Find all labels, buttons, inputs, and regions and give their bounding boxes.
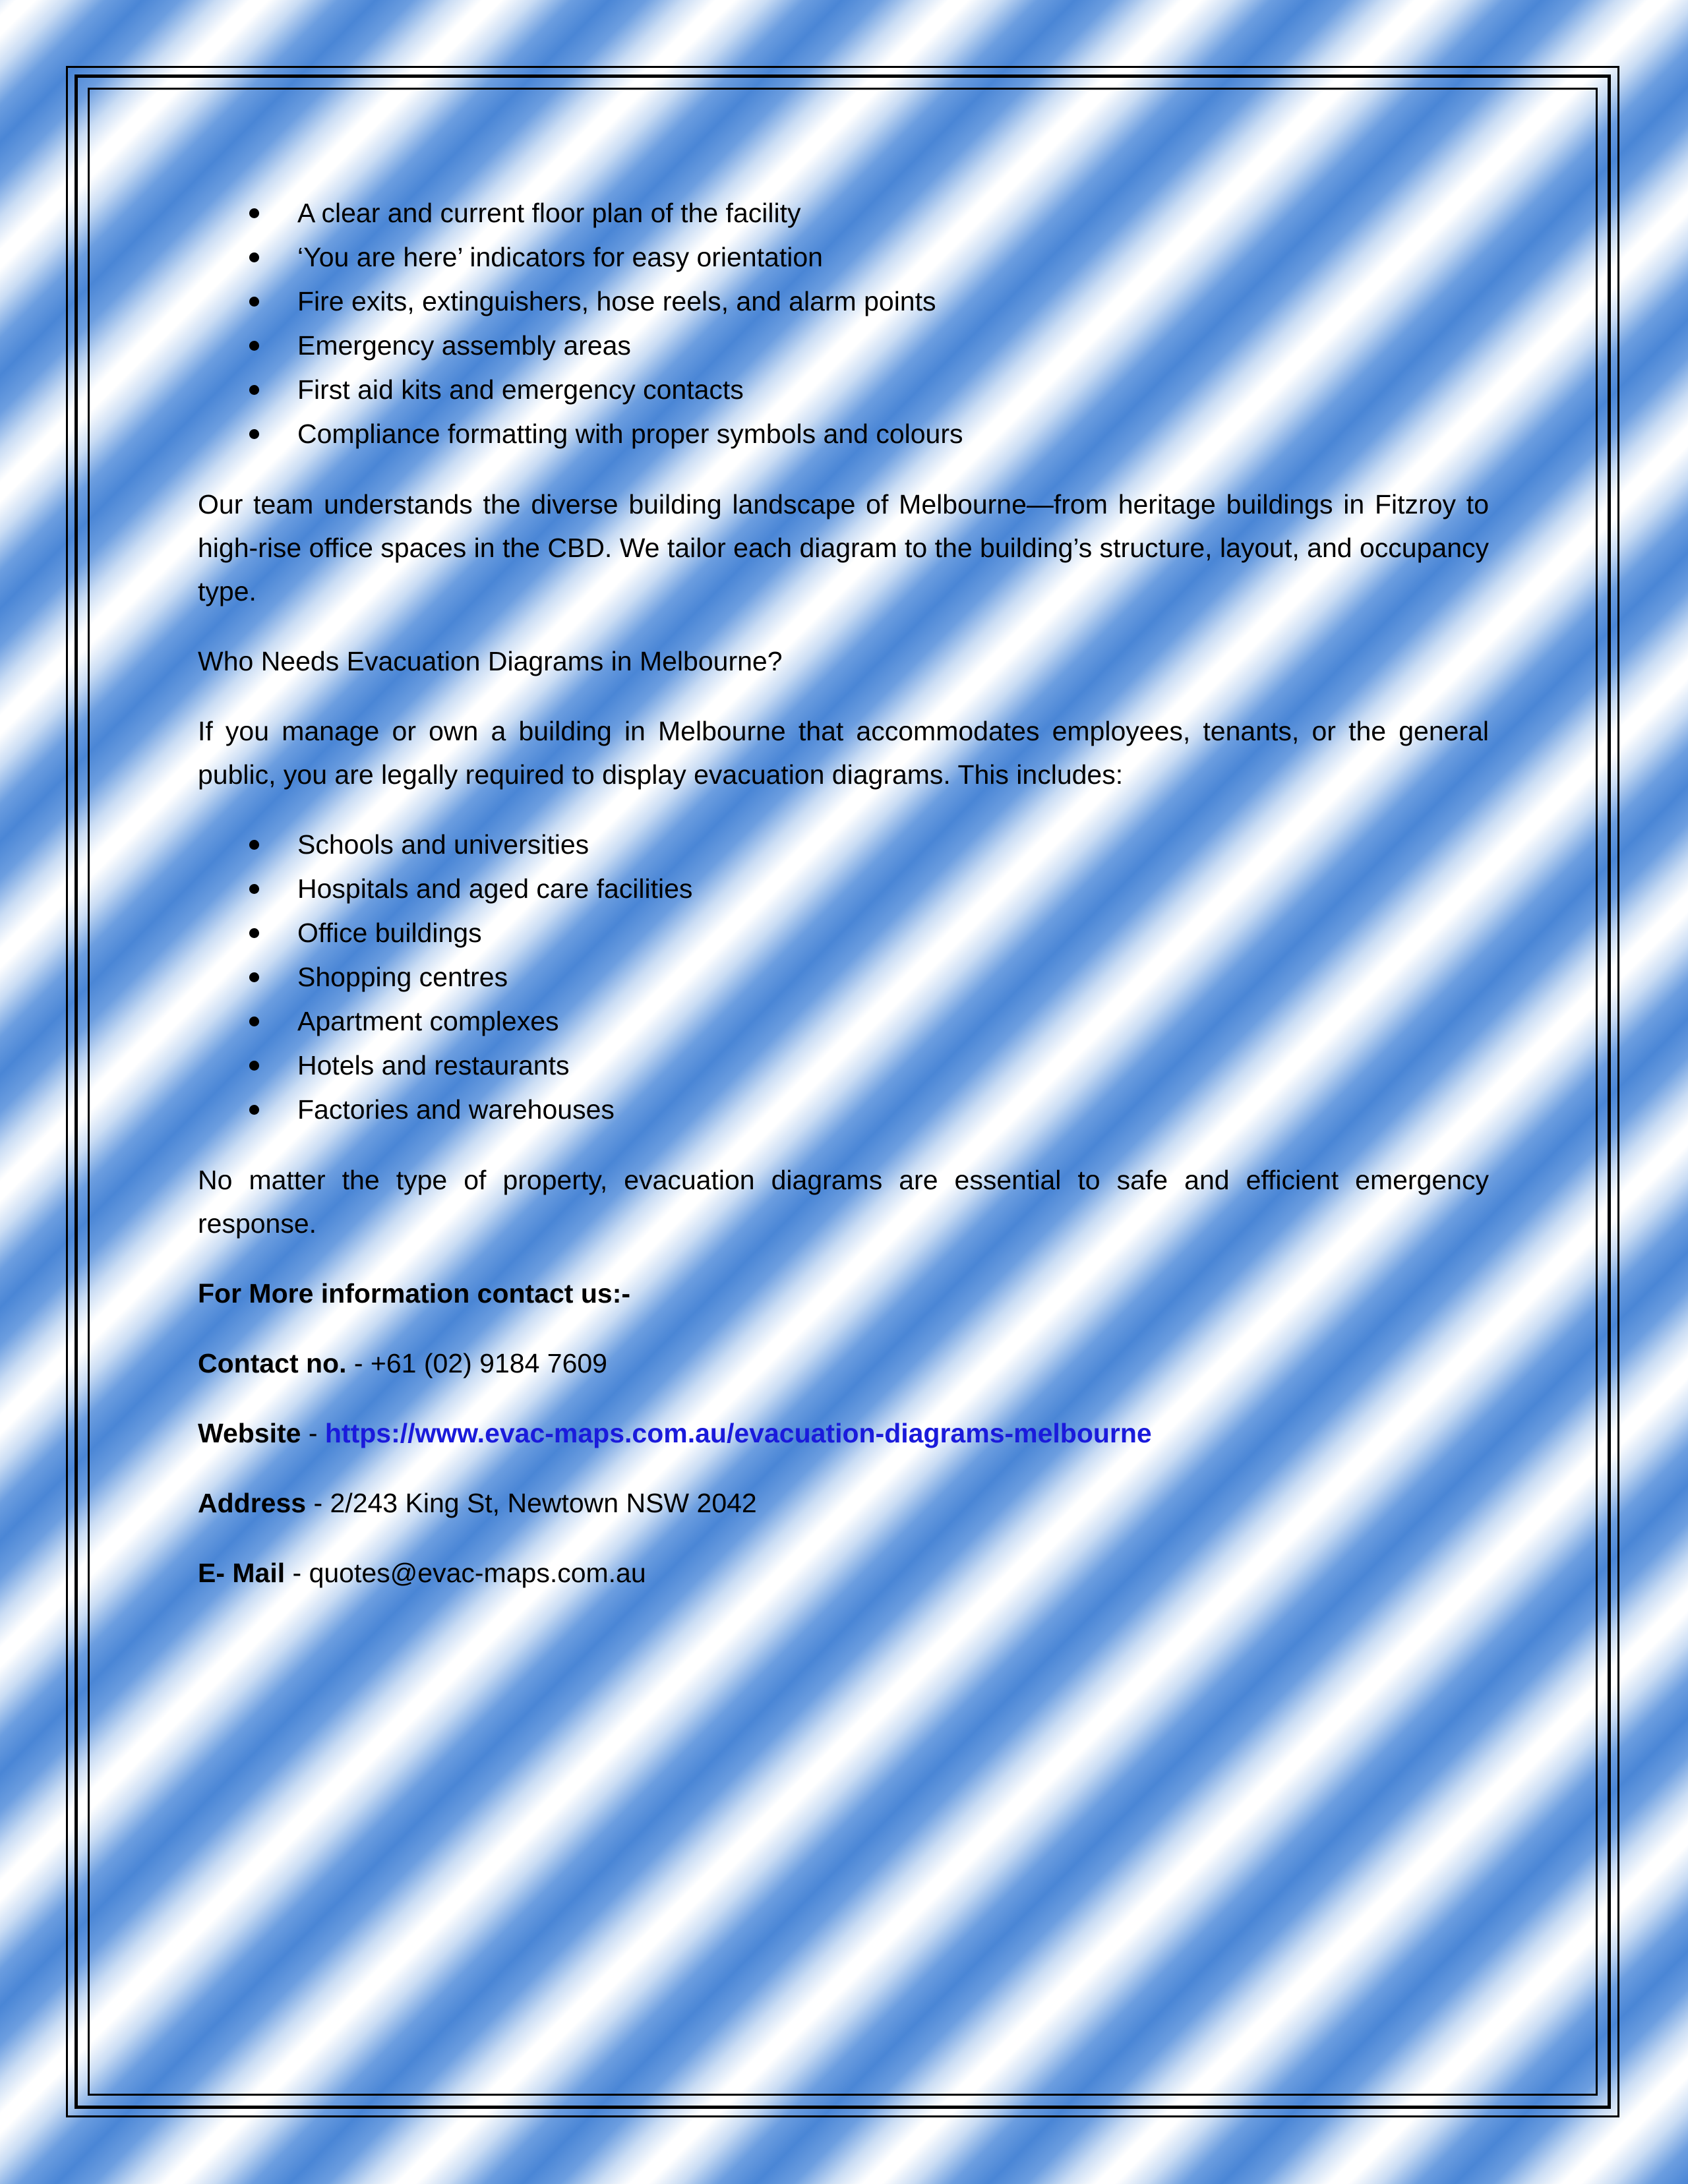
list-item xyxy=(198,324,1489,368)
list-item xyxy=(198,280,1489,324)
paragraph-team: Our team understands the diverse building landscape of Melbourne—from heritage buildings in Fitzroy to high-rise office spaces in the CBD. We tailor each diagram to the building’s structure, layout, and occupancy type. xyxy=(198,489,1489,606)
bullet-icon xyxy=(249,208,259,218)
list-item xyxy=(198,999,1489,1044)
list-item-text: Apartment complexes xyxy=(297,1006,559,1036)
phone-label: Contact no. xyxy=(198,1348,347,1378)
list-item xyxy=(198,823,1489,867)
website-label: Website xyxy=(198,1418,301,1448)
phone-value: - +61 (02) 9184 7609 xyxy=(346,1348,607,1378)
contact-phone-line xyxy=(198,1342,1489,1385)
bullet-icon xyxy=(249,252,259,262)
list-item-text: Emergency assembly areas xyxy=(297,330,631,361)
list-item-text: Schools and universities xyxy=(297,829,589,860)
address-label: Address xyxy=(198,1488,307,1518)
list-item-text: Factories and warehouses xyxy=(297,1094,615,1125)
list-item xyxy=(198,1044,1489,1088)
email-label: E- Mail xyxy=(198,1558,286,1588)
bullet-icon xyxy=(249,297,259,307)
list-item xyxy=(198,867,1489,911)
contact-address-line xyxy=(198,1481,1489,1525)
bullet-icon xyxy=(249,1017,259,1026)
bullet-icon xyxy=(249,972,259,982)
bullet-icon xyxy=(249,429,259,439)
contact-email-line xyxy=(198,1551,1489,1595)
contact-website-line xyxy=(198,1411,1489,1455)
list-item-text: Hotels and restaurants xyxy=(297,1050,570,1080)
website-link[interactable]: https://www.evac-maps.com.au/evacuation-diagrams-melbourne xyxy=(324,1418,1152,1448)
list-item-text: A clear and current floor plan of the facility xyxy=(297,198,801,228)
list-item-text: Compliance formatting with proper symbols and colours xyxy=(297,419,963,449)
list-item xyxy=(198,191,1489,235)
list-item-text: Hospitals and aged care facilities xyxy=(297,873,693,904)
website-separator: - xyxy=(301,1418,325,1448)
section-heading: Who Needs Evacuation Diagrams in Melbourne? xyxy=(198,646,783,676)
document-content xyxy=(198,191,1489,1595)
bullet-icon xyxy=(249,1105,259,1115)
list-item xyxy=(198,412,1489,456)
list-item xyxy=(198,955,1489,999)
list-item xyxy=(198,1088,1489,1132)
email-value: - quotes@evac-maps.com.au xyxy=(285,1558,646,1588)
bullet-icon xyxy=(249,884,259,894)
list-item-text: Office buildings xyxy=(297,918,482,948)
bullet-icon xyxy=(249,1061,259,1071)
list-item-text: Shopping centres xyxy=(297,962,508,992)
bullet-icon xyxy=(249,840,259,850)
list-item-text: First aid kits and emergency contacts xyxy=(297,374,744,405)
list-item xyxy=(198,911,1489,955)
paragraph-matter: No matter the type of property, evacuation diagrams are essential to safe and efficient emergency response. xyxy=(198,1165,1489,1239)
building-types-list xyxy=(198,823,1489,1132)
address-value: - 2/243 King St, Newtown NSW 2042 xyxy=(306,1488,757,1518)
bullet-icon xyxy=(249,341,259,351)
list-item-text: ‘You are here’ indicators for easy orientation xyxy=(297,242,823,272)
bullet-icon xyxy=(249,385,259,395)
contact-heading: For More information contact us:- xyxy=(198,1278,630,1309)
bullet-icon xyxy=(249,928,259,938)
list-item xyxy=(198,368,1489,412)
list-item xyxy=(198,235,1489,280)
paragraph-who: If you manage or own a building in Melbourne that accommodates employees, tenants, or the general public, you are legally required to display evacuation diagrams. This includes: xyxy=(198,716,1489,790)
features-list xyxy=(198,191,1489,456)
list-item-text: Fire exits, extinguishers, hose reels, and alarm points xyxy=(297,286,936,316)
